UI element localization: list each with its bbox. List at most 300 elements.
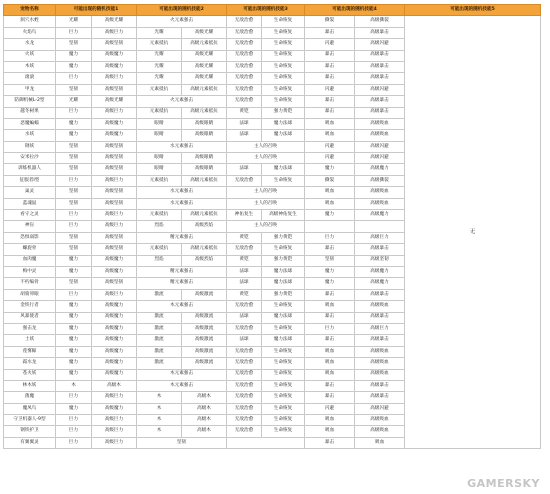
skill1-cell: 巨力 [56,426,92,437]
skill3-cell: 无敌治愈 [227,358,262,369]
skill3-cell: 无敌治愈 [227,16,262,27]
skill3-advanced-cell: 强力黄铠 [262,232,305,243]
skill1-cell: 巨力 [56,210,92,221]
skill4-cell: 巨力 [305,323,355,334]
skill1-advanced-cell: 高级坚韧 [92,141,137,152]
pet-name-cell: 巢灵 [4,187,56,198]
skill4-cell: 吸血 [305,426,355,437]
skill4-advanced-cell: 高级暴击 [355,50,405,61]
skill2-cell: 木 [137,426,182,437]
skill1-cell: 坚韧 [56,244,92,255]
skill2-cell: 木元素强击 [137,380,227,391]
skill4-cell: 暴击 [305,50,355,61]
skill3-advanced-cell: 生命恢复 [262,16,305,27]
skill2-advanced-cell: 高级激流 [182,312,227,323]
skill3-cell: 无敌治愈 [227,415,262,426]
skill1-cell: 光耀 [56,96,92,107]
skill3-advanced-cell: 生命恢复 [262,323,305,334]
skill1-advanced-cell: 高级巨力 [92,415,137,426]
pet-name-cell: 恶魔蝙蝠 [4,118,56,129]
skill2-advanced-cell: 高级眼睛 [182,130,227,141]
skill2-cell: 激流 [137,323,182,334]
skill4-cell: 暴击 [305,312,355,323]
skill3-cell: 无敌治愈 [227,403,262,414]
skill1-advanced-cell: 高级木 [92,380,137,391]
skill2-advanced-cell: 高级激流 [182,323,227,334]
skill4-cell: 魔力 [305,210,355,221]
skill4-advanced-cell: 高级闪避 [355,141,405,152]
skill1-cell: 坚韧 [56,198,92,209]
skill1-advanced-cell: 高级巨力 [92,289,137,300]
skill1-advanced-cell: 高级巨力 [92,392,137,403]
skill2-cell: 光耀 [137,27,182,38]
pet-name-cell: 土妖 [4,335,56,346]
skill4-advanced-cell: 高级闪避 [355,403,405,414]
skill1-advanced-cell: 高级魔力 [92,301,137,312]
skill4-cell: 闪避 [305,39,355,50]
skill1-cell: 魔力 [56,255,92,266]
skill4-advanced-cell: 高级闪避 [355,153,405,164]
pet-name-cell: 菌魔 [4,392,56,403]
header-skill-4: 可能出现的随机技能4 [305,5,405,16]
skill4-advanced-cell: 高级吸血 [355,198,405,209]
skill3-cell: 主人的召唤 [227,198,305,209]
skill3-advanced-cell: 生命恢复 [262,380,305,391]
skill2-advanced-cell: 高级眼睛 [182,164,227,175]
pet-name-cell: 滚滚 [4,73,56,84]
skill1-cell: 巨力 [56,289,92,300]
skill3-cell: 无敌治愈 [227,27,262,38]
skill3-advanced-cell: 魔力法球 [262,118,305,129]
skill3-cell: 无敌治愈 [227,96,262,107]
pet-name-cell: 木妖 [4,61,56,72]
skill1-advanced-cell: 高级光耀 [92,16,137,27]
skill4-advanced-cell: 高级撕裂 [355,175,405,186]
skill2-advanced-cell: 高级元素抵抗 [182,244,227,255]
skill4-cell: 闪避 [305,141,355,152]
skill4-cell: 巨力 [305,232,355,243]
header-skill-2: 可能出现的随机技能2 [137,5,227,16]
skill3-advanced-cell: 生命恢复 [262,301,305,312]
pet-name-cell: 强击龙 [4,323,56,334]
skill4-advanced-cell: 高级暴击 [355,96,405,107]
pet-name-cell: 水龙 [4,39,56,50]
skill2-cell: 火元素强击 [137,96,227,107]
skill3-advanced-cell: 生命恢复 [262,39,305,50]
skill3-cell: 黄铠 [227,289,262,300]
skill3-cell: 法球 [227,266,262,277]
skill3-advanced-cell: 强力黄铠 [262,289,305,300]
skill2-cell: 坚韧 [137,437,227,448]
header-pet-name: 宠物名称 [4,5,56,16]
skill1-cell: 魔力 [56,312,92,323]
skill1-cell: 木 [56,380,92,391]
skill3-cell: 主人的召唤 [227,221,305,232]
pet-name-cell: 水妖 [4,130,56,141]
skill4-advanced-cell: 高级暴击 [355,244,405,255]
skill3-cell: 黄铠 [227,232,262,243]
skill1-advanced-cell: 高级坚韧 [92,39,137,50]
pet-name-cell: 苍火妖 [4,369,56,380]
skill4-cell: 暴击 [305,73,355,84]
skill2-cell: 精元素强击 [137,278,227,289]
skill2-cell: 光耀 [137,61,182,72]
skill1-cell: 魔力 [56,301,92,312]
skill3-advanced-cell: 生命恢复 [262,244,305,255]
skill3-advanced-cell: 生命恢复 [262,84,305,95]
skill2-advanced-cell: 高级光耀 [182,27,227,38]
skill1-advanced-cell: 高级坚韧 [92,244,137,255]
skill1-advanced-cell: 高级魔力 [92,403,137,414]
skill1-advanced-cell: 高级巨力 [92,437,137,448]
skill2-advanced-cell: 高级光耀 [182,73,227,84]
skill2-cell: 木元素强击 [137,301,227,312]
skill3-advanced-cell: 高级神佑复生 [262,210,305,221]
skill4-advanced-cell: 高级吸血 [355,118,405,129]
skill2-advanced-cell: 高级激流 [182,358,227,369]
skill3-cell: 无敌治愈 [227,301,262,312]
skill4-advanced-cell: 高级暴击 [355,61,405,72]
skill4-advanced-cell: 高级吸血 [355,187,405,198]
skill3-cell: 无敌治愈 [227,426,262,437]
skill1-cell: 魔力 [56,358,92,369]
skill2-cell: 眼睛 [137,164,182,175]
skill2-advanced-cell: 高级光耀 [182,61,227,72]
skill2-cell: 水元素强击 [137,141,227,152]
skill1-advanced-cell: 高级坚韧 [92,278,137,289]
skill2-cell: 眼睛 [137,153,182,164]
skill3-advanced-cell: 生命恢复 [262,358,305,369]
skill1-advanced-cell: 高级巨力 [92,27,137,38]
skill3-cell: 法球 [227,118,262,129]
skill3-cell: 法球 [227,130,262,141]
header-skill-3: 可能出现的随机技能3 [227,5,305,16]
skill4-cell: 吸血 [305,301,355,312]
skill4-cell: 魔力 [305,164,355,175]
skill4-cell: 暴击 [305,380,355,391]
skill1-cell: 魔力 [56,323,92,334]
skill3-advanced-cell: 魔力法球 [262,278,305,289]
skill4-advanced-cell: 高级魔力 [355,266,405,277]
skill2-cell: 火元素强击 [137,16,227,27]
skill1-cell: 巨力 [56,27,92,38]
pet-name-cell: 不朽编骨 [4,278,56,289]
skill1-cell: 巨力 [56,221,92,232]
pet-name-cell: 越冬树果 [4,107,56,118]
skill3-advanced-cell: 生命恢复 [262,369,305,380]
skill3-advanced-cell: 生命恢复 [262,403,305,414]
skill4-cell: 暴击 [305,437,355,448]
skill2-cell: 激流 [137,289,182,300]
skill4-advanced-cell: 高级吸血 [355,358,405,369]
skill2-cell: 光耀 [137,50,182,61]
skill2-cell: 烈焰 [137,255,182,266]
pet-name-cell: 钢妖 [4,141,56,152]
skill1-advanced-cell: 高级魔力 [92,118,137,129]
skill4-cell: 闪避 [305,84,355,95]
skill3-cell: 神佑复生 [227,210,262,221]
skill4-cell: 暴击 [305,27,355,38]
skill1-advanced-cell: 高级魔力 [92,266,137,277]
pet-name-cell: 胡骑卯眼 [4,289,56,300]
skill1-advanced-cell: 高级巨力 [92,221,137,232]
pet-name-cell: 血肉魔 [4,255,56,266]
skill3-cell: 无敌治愈 [227,380,262,391]
skill1-advanced-cell: 高级魔力 [92,312,137,323]
skill3-cell [227,437,305,448]
watermark-logo: GAMERSKY [467,477,540,490]
table-row [4,16,541,27]
skill4-cell: 闪避 [305,403,355,414]
skill3-cell: 无敌治愈 [227,244,262,255]
skill3-advanced-cell: 生命恢复 [262,61,305,72]
skill4-advanced-cell: 高级魔力 [355,278,405,289]
skill3-advanced-cell: 生命恢复 [262,346,305,357]
skill4-cell: 吸血 [305,369,355,380]
skill2-cell: 元素抵抗 [137,210,182,221]
skill1-cell: 坚韧 [56,187,92,198]
skill2-advanced-cell: 高级元素抵抗 [182,107,227,118]
skill1-advanced-cell: 高级坚韧 [92,164,137,175]
header-skill-5: 可能出现的随机技能5 [405,5,541,16]
skill1-cell: 坚韧 [56,278,92,289]
skill3-cell: 黄铠 [227,107,262,118]
skill3-cell: 主人的召唤 [227,153,305,164]
skill2-cell: 眼睛 [137,130,182,141]
skill1-cell: 魔力 [56,403,92,414]
skill2-cell: 激流 [137,312,182,323]
skill3-cell: 无敌治愈 [227,39,262,50]
skill4-advanced-cell: 高级巨力 [355,232,405,243]
skill4-cell: 魔力 [305,266,355,277]
skill3-advanced-cell: 生命恢复 [262,392,305,403]
skill4-advanced-cell: 高级暴击 [355,73,405,84]
skill1-advanced-cell: 高级巨力 [92,426,137,437]
pet-name-cell: 洞穴水蛭 [4,16,56,27]
skill3-advanced-cell: 魔力法球 [262,130,305,141]
skill4-cell: 闪避 [305,153,355,164]
skill1-advanced-cell: 高级巨力 [92,107,137,118]
skill1-cell: 魔力 [56,61,92,72]
skill2-cell: 水元素强击 [137,198,227,209]
skill2-cell: 元素抵抗 [137,107,182,118]
skill2-cell: 木 [137,403,182,414]
skill2-cell: 烈焰 [137,221,182,232]
skill1-advanced-cell: 高级魔力 [92,61,137,72]
skill1-cell: 坚韧 [56,141,92,152]
pet-name-cell: 有翼翼灵 [4,437,56,448]
skill2-advanced-cell: 高级激流 [182,289,227,300]
skill4-cell: 吸血 [305,130,355,141]
skill2-cell: 光耀 [137,73,182,84]
skill1-advanced-cell: 高级坚韧 [92,84,137,95]
skill3-advanced-cell: 魔力法球 [262,312,305,323]
pet-name-cell: 防御机械L-2型 [4,96,56,107]
skill4-cell: 暴击 [305,61,355,72]
skill3-advanced-cell: 生命恢复 [262,426,305,437]
skill2-advanced-cell: 高级眼睛 [182,153,227,164]
skill1-cell: 巨力 [56,107,92,118]
skill2-advanced-cell: 高级元素抵抗 [182,210,227,221]
skill2-cell: 激流 [137,335,182,346]
pet-name-cell: 金铁行者 [4,301,56,312]
skill3-cell: 无敌治愈 [227,50,262,61]
skill1-advanced-cell: 高级魔力 [92,335,137,346]
skill4-advanced-cell: 高级暴击 [355,289,405,300]
skill2-cell: 精元素强击 [137,232,227,243]
skill3-cell: 无敌治愈 [227,369,262,380]
skill3-cell: 主人的召唤 [227,187,305,198]
skill1-advanced-cell: 高级光耀 [92,96,137,107]
skill1-cell: 魔力 [56,369,92,380]
skill1-advanced-cell: 高级魔力 [92,323,137,334]
pet-name-cell: 霜水龙 [4,358,56,369]
skill4-advanced-cell: 高级吸血 [355,426,405,437]
skill4-advanced-cell: 高级闪避 [355,84,405,95]
skill4-cell: 吸血 [305,187,355,198]
skill1-cell: 魔力 [56,130,92,141]
skill3-advanced-cell: 强力黄铠 [262,107,305,118]
skill4-cell: 暴击 [305,96,355,107]
skill2-cell: 精元素强击 [137,266,227,277]
skill4-cell: 撕裂 [305,175,355,186]
skill4-advanced-cell: 高级吸血 [355,301,405,312]
skill1-cell: 巨力 [56,175,92,186]
skill2-cell: 激流 [137,358,182,369]
skill3-advanced-cell: 魔力法球 [262,266,305,277]
skill2-cell: 木 [137,392,182,403]
skill1-cell: 魔力 [56,118,92,129]
skill3-cell: 无敌治愈 [227,392,262,403]
skill2-advanced-cell: 高级烈焰 [182,255,227,266]
skill3-cell: 无敌治愈 [227,84,262,95]
skill2-advanced-cell: 高级激流 [182,346,227,357]
skill3-advanced-cell: 生命恢复 [262,175,305,186]
skill1-advanced-cell: 高级魔力 [92,130,137,141]
pet-name-cell: 莲雾鲸 [4,346,56,357]
skill3-cell: 无敌治愈 [227,61,262,72]
skill2-advanced-cell: 高级木 [182,403,227,414]
pet-name-cell: 征服者Ⅰ型 [4,175,56,186]
skill1-cell: 魔力 [56,346,92,357]
skill1-cell: 坚韧 [56,153,92,164]
skill4-advanced-cell: 高级吸血 [355,415,405,426]
skill4-advanced-cell: 高级暴击 [355,380,405,391]
skill1-advanced-cell: 高级魔力 [92,50,137,61]
skill3-cell: 法球 [227,335,262,346]
pet-name-cell: 甲龙 [4,84,56,95]
skill1-cell: 巨力 [56,392,92,403]
skill3-advanced-cell: 魔力法球 [262,335,305,346]
skill3-cell: 法球 [227,278,262,289]
skill4-cell: 暴击 [305,289,355,300]
skill4-cell: 暴击 [305,107,355,118]
skill2-cell: 元素抵抗 [137,84,182,95]
skill3-advanced-cell: 生命恢复 [262,96,305,107]
skill2-cell: 激流 [137,346,182,357]
skill4-advanced-cell: 高级巨力 [355,323,405,334]
pet-name-cell: 林木妖 [4,380,56,391]
skill1-cell: 魔力 [56,335,92,346]
pet-name-cell: 神盲 [4,221,56,232]
skill5-none-cell: 无 [405,16,541,449]
pet-skill-table [3,4,541,449]
skill4-advanced-cell: 高级暴击 [355,335,405,346]
skill1-advanced-cell: 高级魔力 [92,346,137,357]
skill2-advanced-cell: 高级烈焰 [182,221,227,232]
skill1-cell: 巨力 [56,415,92,426]
pet-name-cell: 魔凤鸟 [4,403,56,414]
pet-name-cell: 训练机器人 [4,164,56,175]
skill1-advanced-cell: 高级坚韧 [92,232,137,243]
skill1-cell: 魔力 [56,266,92,277]
skill2-advanced-cell: 高级激流 [182,335,227,346]
skill4-cell: 撕裂 [305,16,355,27]
skill2-advanced-cell: 高级元素抵抗 [182,39,227,50]
skill1-cell: 魔力 [56,50,92,61]
skill1-cell: 坚韧 [56,164,92,175]
skill1-advanced-cell: 高级魔力 [92,369,137,380]
skill1-cell: 坚韧 [56,232,92,243]
pet-name-cell: 钢铁护卫 [4,426,56,437]
table-header-row [4,5,541,16]
skill3-cell: 主人的召唤 [227,141,305,152]
skill2-advanced-cell: 高级木 [182,392,227,403]
skill2-cell: 水元素强击 [137,187,227,198]
skill2-advanced-cell: 高级元素抵抗 [182,175,227,186]
skill1-advanced-cell: 高级魔力 [92,255,137,266]
skill3-cell: 无敌治愈 [227,346,262,357]
pet-name-cell: 安米拉沙 [4,153,56,164]
skill1-advanced-cell: 高级坚韧 [92,198,137,209]
skill1-cell: 光耀 [56,16,92,27]
pet-name-cell: 火焰鸟 [4,27,56,38]
skill1-cell: 坚韧 [56,39,92,50]
skill1-cell: 巨力 [56,73,92,84]
skill4-cell: 暴击 [305,392,355,403]
skill4-advanced-cell: 高级暴击 [355,392,405,403]
skill3-advanced-cell: 强力黄铠 [262,255,305,266]
skill1-cell: 巨力 [56,437,92,448]
skill4-advanced-cell: 高级吸血 [355,130,405,141]
skill4-advanced-cell: 高级坚韧 [355,255,405,266]
pet-name-cell: 火妖 [4,50,56,61]
skill4-cell: 暴击 [305,335,355,346]
skill4-cell: 魔力 [305,278,355,289]
skill4-cell: 吸血 [305,198,355,209]
skill3-cell: 法球 [227,312,262,323]
skill2-advanced-cell: 高级光耀 [182,50,227,61]
skill3-advanced-cell: 魔力法球 [262,164,305,175]
skill4-advanced-cell: 高级闪避 [355,39,405,50]
skill3-advanced-cell: 生命恢复 [262,73,305,84]
skill2-cell: 木元素强击 [137,369,227,380]
skill2-cell: 元素抵抗 [137,39,182,50]
skill3-advanced-cell: 生命恢复 [262,50,305,61]
pet-name-cell: 守卫机器人-9型 [4,415,56,426]
skill2-cell: 元素抵抗 [137,175,182,186]
skill3-cell: 法球 [227,164,262,175]
skill4-advanced-cell: 高级撕裂 [355,16,405,27]
skill3-cell: 无敌治愈 [227,323,262,334]
skill4-advanced-cell: 高级魔力 [355,164,405,175]
skill2-advanced-cell: 高级木 [182,426,227,437]
skill4-cell: 坚韧 [305,255,355,266]
skill1-advanced-cell: 高级魔力 [92,358,137,369]
skill4-advanced-cell: 高级暴击 [355,107,405,118]
skill4-cell: 吸血 [305,358,355,369]
skill4-cell [305,221,355,232]
